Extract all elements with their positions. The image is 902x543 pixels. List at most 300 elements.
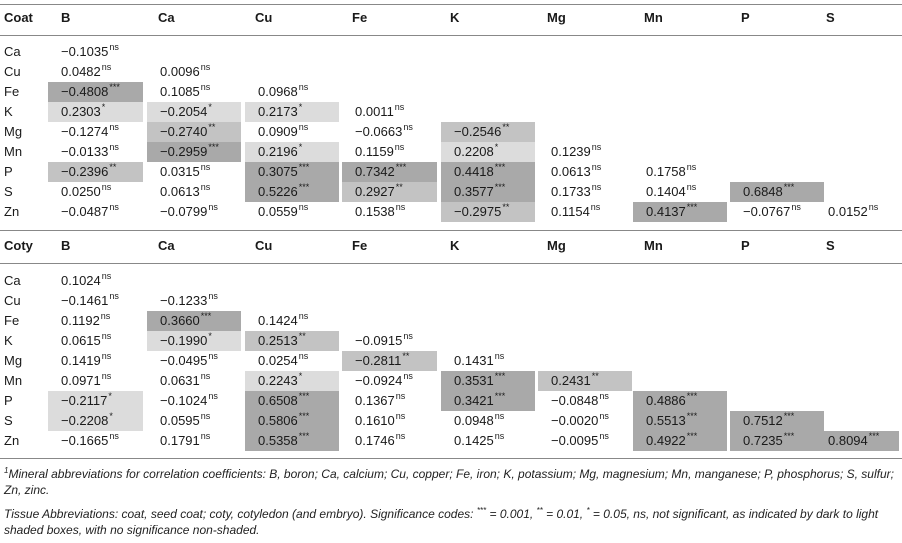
significance-code: ns: [298, 311, 309, 321]
correlation-value: 0.8094: [828, 433, 868, 448]
correlation-value: 0.0615: [61, 333, 101, 348]
significance-code: ***: [686, 431, 698, 441]
significance-code: ns: [403, 122, 413, 132]
significance-code: *: [298, 102, 303, 112]
coat-cell-mn-b: [48, 142, 143, 162]
coat-col-header-cu: Cu: [255, 10, 273, 25]
correlation-value: −0.1665: [61, 433, 109, 448]
correlation-value: −0.1461: [61, 293, 109, 308]
significance-code: ns: [868, 202, 879, 212]
significance-code: ***: [208, 142, 219, 152]
coty-cell-ca-b: [48, 271, 143, 291]
significance-code: ***: [298, 391, 310, 401]
coat-cell-p-ca: [147, 162, 241, 182]
coty-row-label-zn: Zn: [4, 433, 20, 448]
correlation-value: 0.0250: [61, 184, 101, 199]
significance-code: ns: [200, 411, 211, 421]
correlation-value: 0.0968: [258, 84, 298, 99]
coat-row-label-fe: Fe: [4, 84, 20, 99]
correlation-value: 0.3531: [454, 373, 494, 388]
coat-col-header-p: P: [741, 10, 750, 25]
correlation-value: −0.2054: [160, 104, 208, 119]
coty-row-label-s: S: [4, 413, 13, 428]
significance-code: **: [502, 122, 510, 132]
coty-col-header-mg: Mg: [547, 238, 566, 253]
coty-cell-mg-fe: [342, 351, 437, 371]
coat-cell-mg-cu: [245, 122, 339, 142]
correlation-value: 0.0096: [160, 64, 200, 79]
footnote-mineral: [4, 466, 894, 498]
coat-col-header-s: S: [826, 10, 835, 25]
coat-cell-mg-k: [441, 122, 535, 142]
correlation-value: 0.1758: [646, 164, 686, 179]
correlation-value: −0.1274: [61, 124, 109, 139]
coat-cell-s-cu: [245, 182, 339, 202]
significance-code: ns: [200, 62, 211, 72]
correlation-value: 0.7512: [743, 413, 783, 428]
significance-code: ***: [686, 391, 698, 401]
correlation-value: 0.7235: [743, 433, 783, 448]
coat-col-header-ca: Ca: [158, 10, 175, 25]
significance-code: ns: [109, 291, 119, 301]
correlation-value: 0.1239: [551, 144, 591, 159]
significance-code: ns: [200, 371, 211, 381]
correlation-value: 0.3421: [454, 393, 494, 408]
significance-code: ns: [599, 391, 609, 401]
correlation-value: 0.5806: [258, 413, 298, 428]
significance-code: ns: [200, 182, 211, 192]
coat-cell-s-mg: [538, 182, 632, 202]
coty-cell-k-cu: [245, 331, 339, 351]
coty-cell-cu-b: [48, 291, 143, 311]
correlation-value: −0.2117: [61, 393, 108, 408]
correlation-value: −0.2811: [355, 353, 402, 368]
correlation-value: 0.1419: [61, 353, 101, 368]
coat-cell-k-ca: [147, 102, 241, 122]
coty-cell-p-k: [441, 391, 535, 411]
significance-code: **: [395, 182, 403, 192]
significance-code: ns: [109, 142, 119, 152]
coty-cell-mg-cu: [245, 351, 339, 371]
coty-row-label-fe: Fe: [4, 313, 20, 328]
coty-cell-mg-k: [441, 351, 535, 371]
correlation-value: 0.1367: [355, 393, 395, 408]
correlation-value: −0.0487: [61, 204, 109, 219]
correlation-value: 0.1791: [160, 433, 200, 448]
coat-row-label-zn: Zn: [4, 204, 20, 219]
significance-code: ***: [686, 411, 698, 421]
significance-code: ns: [200, 431, 211, 441]
significance-code: ns: [403, 371, 413, 381]
correlation-value: −0.0924: [355, 373, 403, 388]
significance-code: ns: [599, 431, 609, 441]
significance-code: ***: [494, 371, 506, 381]
correlation-value: 0.1085: [160, 84, 200, 99]
correlation-value: −0.0767: [743, 204, 791, 219]
significance-code: **: [208, 122, 216, 132]
correlation-value: 0.2431: [551, 373, 591, 388]
significance-code: ns: [394, 142, 405, 152]
significance-code: *: [298, 371, 303, 381]
correlation-value: −0.2740: [160, 124, 208, 139]
coty-cell-k-ca: [147, 331, 241, 351]
coty-cell-mn-mg: [538, 371, 632, 391]
correlation-value: −0.1990: [160, 333, 208, 348]
coty-cell-fe-b: [48, 311, 143, 331]
coty-cell-mn-fe: [342, 371, 437, 391]
significance-code: ns: [494, 411, 505, 421]
significance-code: **: [591, 371, 599, 381]
coty-row-label-p: P: [4, 393, 13, 408]
coty-cell-p-ca: [147, 391, 241, 411]
significance-code: ns: [791, 202, 801, 212]
correlation-value: −0.4808: [61, 84, 109, 99]
footnote-mark: 1: [4, 466, 9, 475]
rule-top: [0, 4, 902, 5]
correlation-value: −0.2546: [454, 124, 502, 139]
significance-code: ***: [298, 411, 310, 421]
coty-row-label-ca: Ca: [4, 273, 21, 288]
coty-cell-mn-ca: [147, 371, 241, 391]
significance-code: ns: [395, 431, 406, 441]
correlation-value: 0.1425: [454, 433, 494, 448]
coat-cell-s-k: [441, 182, 535, 202]
coat-cell-zn-k: [441, 202, 535, 222]
coty-cell-s-ca: [147, 411, 241, 431]
coty-cell-mn-b: [48, 371, 143, 391]
correlation-value: 0.0631: [160, 373, 200, 388]
significance-code: *: [108, 391, 112, 401]
coat-cell-fe-b: [48, 82, 143, 102]
coat-cell-zn-s: [815, 202, 899, 222]
rule-bottom: [0, 458, 902, 459]
coat-col-header-mg: Mg: [547, 10, 566, 25]
coty-row-label-mg: Mg: [4, 353, 23, 368]
coat-cell-k-fe: [342, 102, 437, 122]
significance-code: ***: [494, 182, 506, 192]
coty-cell-cu-ca: [147, 291, 241, 311]
significance-code: ns: [101, 371, 112, 381]
correlation-value: 0.3577: [454, 184, 494, 199]
coat-section-title: Coat: [4, 10, 33, 25]
correlation-value: −0.0020: [551, 413, 599, 428]
significance-code: ***: [783, 431, 795, 441]
coat-cell-cu-b: [48, 62, 143, 82]
correlation-value: −0.2959: [160, 144, 208, 159]
coat-cell-s-p: [730, 182, 824, 202]
footnote-tissue: [4, 506, 894, 538]
correlation-value: 0.4137: [646, 204, 686, 219]
correlation-value: 0.3075: [258, 164, 298, 179]
coat-row-label-mg: Mg: [4, 124, 23, 139]
correlation-value: −0.0663: [355, 124, 403, 139]
coty-cell-s-mg: [538, 411, 632, 431]
coty-cell-p-mn: [633, 391, 727, 411]
correlation-value: 0.3660: [160, 313, 200, 328]
correlation-value: 0.1746: [355, 433, 395, 448]
coat-cell-s-ca: [147, 182, 241, 202]
significance-code: ***: [298, 182, 310, 192]
correlation-value: −0.0495: [160, 353, 208, 368]
significance-code: ***: [494, 391, 506, 401]
correlation-value: 0.0315: [160, 164, 200, 179]
significance-code: ns: [109, 202, 119, 212]
significance-code: ***: [494, 162, 506, 172]
significance-code: ns: [101, 271, 112, 281]
correlation-value: −0.1035: [61, 44, 109, 59]
correlation-value: 0.2208: [454, 144, 494, 159]
coat-cell-mg-fe: [342, 122, 437, 142]
coty-cell-s-cu: [245, 411, 339, 431]
coat-cell-s-mn: [633, 182, 727, 202]
significance-code: **: [402, 351, 410, 361]
correlation-value: 0.2513: [258, 333, 298, 348]
correlation-value: 0.0482: [61, 64, 101, 79]
correlation-value: 0.0613: [160, 184, 200, 199]
significance-code: ns: [101, 351, 112, 361]
coat-cell-zn-ca: [147, 202, 241, 222]
coat-cell-mn-mg: [538, 142, 632, 162]
correlation-value: 0.1404: [646, 184, 686, 199]
coty-cell-zn-mg: [538, 431, 632, 451]
coty-cell-s-p: [730, 411, 824, 431]
correlation-value: −0.0848: [551, 393, 599, 408]
coat-cell-p-k: [441, 162, 535, 182]
significance-code: ns: [298, 122, 309, 132]
significance-code: ns: [109, 42, 119, 52]
significance-code: ns: [403, 331, 413, 341]
correlation-value: 0.1154: [551, 204, 590, 219]
coat-cell-mg-ca: [147, 122, 241, 142]
significance-code: ns: [395, 202, 406, 212]
coty-row-label-cu: Cu: [4, 293, 21, 308]
significance-code: ns: [208, 291, 218, 301]
correlation-value: 0.2173: [258, 104, 298, 119]
significance-code: **: [502, 202, 510, 212]
coty-cell-zn-mn: [633, 431, 727, 451]
coat-col-header-b: B: [61, 10, 71, 25]
coat-cell-p-cu: [245, 162, 339, 182]
significance-code: ns: [101, 62, 112, 72]
correlation-value: −0.0915: [355, 333, 403, 348]
coty-cell-zn-fe: [342, 431, 437, 451]
coty-col-header-p: P: [741, 238, 750, 253]
significance-code: ns: [591, 142, 602, 152]
coty-cell-mn-k: [441, 371, 535, 391]
coat-row-label-s: S: [4, 184, 13, 199]
significance-code: *: [208, 331, 212, 341]
correlation-value: −0.1233: [160, 293, 208, 308]
correlation-value: 0.0595: [160, 413, 200, 428]
coat-cell-zn-mg: [538, 202, 632, 222]
coat-row-label-k: K: [4, 104, 13, 119]
correlation-value: 0.2927: [355, 184, 395, 199]
coty-cell-p-mg: [538, 391, 632, 411]
correlation-value: 0.0613: [551, 164, 591, 179]
coty-cell-mn-cu: [245, 371, 339, 391]
significance-code: ns: [395, 391, 406, 401]
coat-cell-zn-b: [48, 202, 143, 222]
coty-cell-zn-b: [48, 431, 143, 451]
significance-code: ***: [783, 411, 795, 421]
coty-cell-zn-k: [441, 431, 535, 451]
correlation-value: 0.1538: [355, 204, 395, 219]
coty-cell-zn-ca: [147, 431, 241, 451]
significance-code: *: [109, 411, 113, 421]
correlation-value: 0.7342: [355, 164, 395, 179]
correlation-value: 0.5226: [258, 184, 298, 199]
coat-cell-mn-k: [441, 142, 535, 162]
significance-code: **: [109, 162, 117, 172]
correlation-value: 0.0948: [454, 413, 494, 428]
correlation-value: 0.1610: [355, 413, 395, 428]
significance-code: ns: [208, 391, 218, 401]
significance-code: ***: [868, 431, 880, 441]
correlation-value: 0.2303: [61, 104, 101, 119]
significance-code: ***: [109, 82, 120, 92]
significance-code: ***: [298, 162, 310, 172]
coty-cell-fe-cu: [245, 311, 339, 331]
correlation-value: 0.0254: [258, 353, 298, 368]
significance-code: ns: [200, 82, 211, 92]
significance-code: *: [101, 102, 106, 112]
significance-code: *: [494, 142, 499, 152]
coty-cell-p-b: [48, 391, 143, 411]
coty-cell-k-fe: [342, 331, 437, 351]
correlation-value: 0.1733: [551, 184, 591, 199]
significance-code: ns: [101, 182, 112, 192]
correlation-value: 0.5358: [258, 433, 298, 448]
coty-cell-mg-b: [48, 351, 143, 371]
footnote-code-2: **: [536, 506, 543, 515]
correlation-value: 0.1024: [61, 273, 101, 288]
correlation-value: −0.0095: [551, 433, 599, 448]
significance-code: ns: [100, 311, 111, 321]
correlation-value: 0.1431: [454, 353, 494, 368]
significance-code: ns: [686, 182, 697, 192]
significance-code: *: [208, 102, 212, 112]
significance-code: ns: [298, 202, 309, 212]
coty-col-header-k: K: [450, 238, 460, 253]
significance-code: ns: [494, 431, 505, 441]
significance-code: ***: [783, 182, 795, 192]
coat-cell-p-fe: [342, 162, 437, 182]
significance-code: ns: [591, 162, 602, 172]
coat-row-label-ca: Ca: [4, 44, 21, 59]
coty-cell-zn-s: [815, 431, 899, 451]
significance-code: ***: [686, 202, 698, 212]
coat-cell-k-cu: [245, 102, 339, 122]
significance-code: ns: [599, 411, 609, 421]
coat-cell-cu-ca: [147, 62, 241, 82]
coat-col-header-fe: Fe: [352, 10, 368, 25]
coty-cell-fe-ca: [147, 311, 241, 331]
significance-code: ns: [591, 182, 602, 192]
correlation-value: 0.5513: [646, 413, 686, 428]
significance-code: ***: [200, 311, 212, 321]
coat-cell-mg-b: [48, 122, 143, 142]
significance-code: *: [298, 142, 303, 152]
significance-code: **: [298, 331, 306, 341]
correlation-value: 0.0909: [258, 124, 298, 139]
footnote-code-1: *: [586, 506, 590, 515]
correlation-value: 0.1192: [61, 313, 100, 328]
coat-cell-mn-cu: [245, 142, 339, 162]
rule-coat-header: [0, 35, 902, 36]
coat-cell-ca-b: [48, 42, 143, 62]
correlation-value: 0.4922: [646, 433, 686, 448]
coat-cell-p-mn: [633, 162, 727, 182]
footnote-mineral-text: Mineral abbreviations for correlation coefficients: B, boron; Ca, calcium; Cu, copper; Fe, iron; K, potassium; Mg, magnesium; Mn, manganese; P, phosphorus; S, sulfur; Zn, zinc.: [4, 467, 894, 497]
coty-cell-zn-p: [730, 431, 824, 451]
coat-cell-p-b: [48, 162, 143, 182]
coty-cell-p-cu: [245, 391, 339, 411]
footnote-tissue-text: Tissue Abbreviations: coat, seed coat; coty, cotyledon (and embryo). Significance codes:: [4, 507, 477, 521]
coty-col-header-b: B: [61, 238, 71, 253]
significance-code: ns: [200, 162, 211, 172]
significance-code: ns: [686, 162, 697, 172]
correlation-value: −0.1024: [160, 393, 208, 408]
coty-cell-s-mn: [633, 411, 727, 431]
correlation-value: 0.4886: [646, 393, 686, 408]
correlation-value: 0.2243: [258, 373, 298, 388]
correlation-value: 0.0971: [61, 373, 101, 388]
significance-code: ns: [208, 351, 218, 361]
coty-col-header-cu: Cu: [255, 238, 273, 253]
coty-cell-s-k: [441, 411, 535, 431]
rule-coty-header: [0, 263, 902, 264]
coat-cell-zn-mn: [633, 202, 727, 222]
footnote-eq-1: = 0.05, ns, not significant, as indicated by dark to light shaded boxes, with no significance non-shaded.: [4, 507, 879, 537]
correlation-value: 0.1424: [258, 313, 298, 328]
coty-cell-mg-ca: [147, 351, 241, 371]
coat-cell-fe-ca: [147, 82, 241, 102]
correlation-value: 0.0559: [258, 204, 298, 219]
significance-code: ns: [298, 82, 309, 92]
coat-cell-s-fe: [342, 182, 437, 202]
coty-col-header-mn: Mn: [644, 238, 663, 253]
coat-col-header-k: K: [450, 10, 460, 25]
footnote-eq-2: = 0.01,: [542, 507, 587, 521]
correlation-value: 0.4418: [454, 164, 494, 179]
coty-section-title: Coty: [4, 238, 33, 253]
coty-row-label-k: K: [4, 333, 13, 348]
rule-section-divider: [0, 230, 902, 231]
coty-col-header-ca: Ca: [158, 238, 175, 253]
coty-cell-p-fe: [342, 391, 437, 411]
correlation-value: 0.0011: [355, 104, 394, 119]
coat-cell-zn-fe: [342, 202, 437, 222]
significance-code: ns: [298, 351, 309, 361]
significance-code: ns: [394, 102, 405, 112]
significance-code: ns: [109, 431, 119, 441]
coty-cell-k-b: [48, 331, 143, 351]
coat-cell-zn-cu: [245, 202, 339, 222]
coat-cell-mn-ca: [147, 142, 241, 162]
coty-col-header-s: S: [826, 238, 835, 253]
correlation-value: 0.0152: [828, 204, 868, 219]
significance-code: ns: [590, 202, 601, 212]
correlation-value: 0.2196: [258, 144, 298, 159]
significance-code: ns: [494, 351, 505, 361]
correlation-value: 0.6508: [258, 393, 298, 408]
coat-col-header-mn: Mn: [644, 10, 663, 25]
coat-cell-p-mg: [538, 162, 632, 182]
footnote-eq-3: = 0.001,: [486, 507, 537, 521]
coty-cell-s-fe: [342, 411, 437, 431]
significance-code: ns: [101, 331, 112, 341]
footnote-code-3: ***: [476, 506, 487, 515]
